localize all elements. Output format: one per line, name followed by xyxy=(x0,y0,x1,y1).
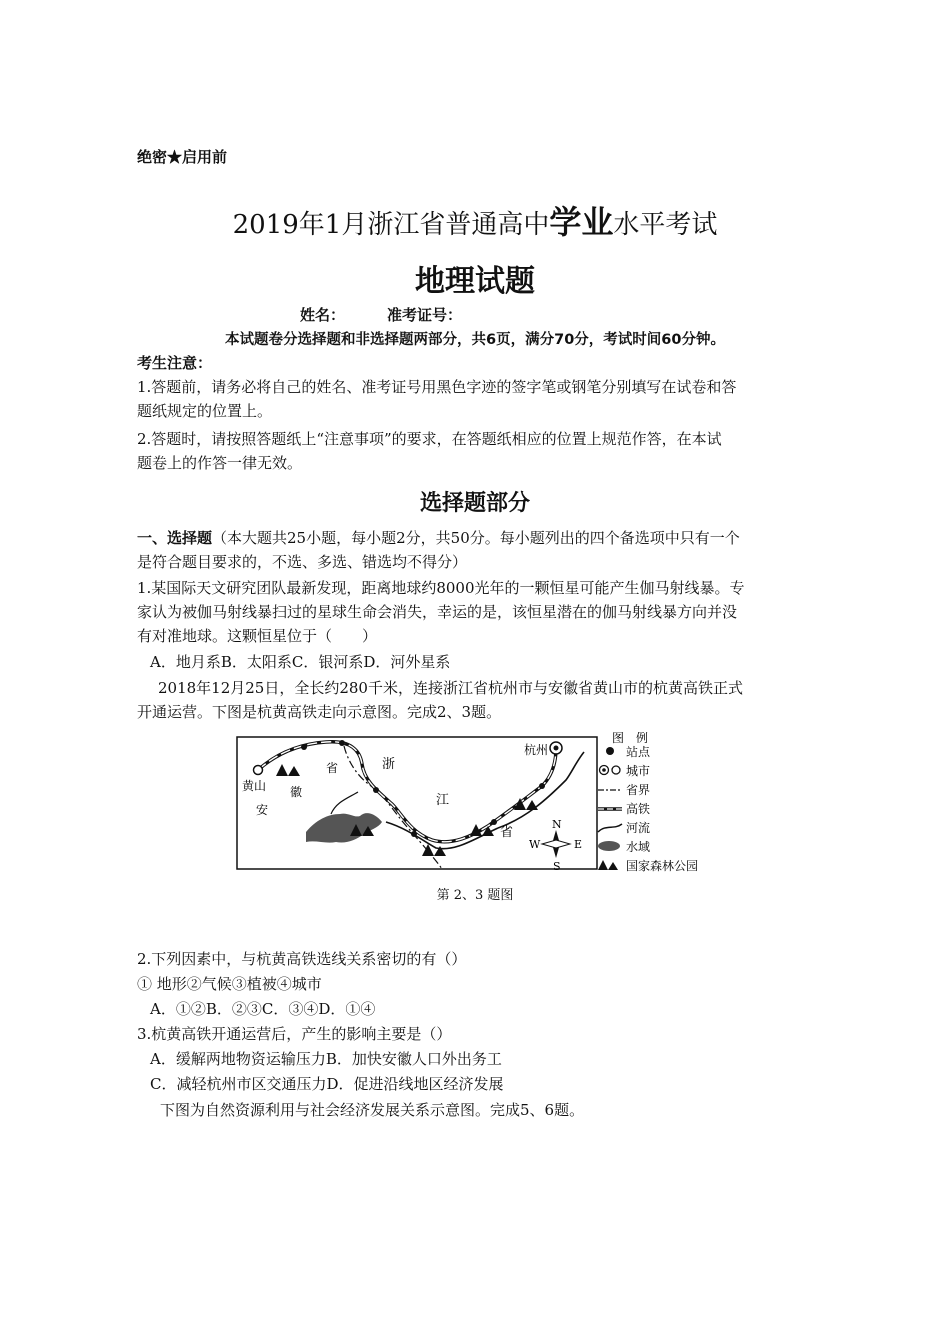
label-hangzhou: 杭州 xyxy=(524,743,549,757)
label-jiang: 江 xyxy=(436,793,450,808)
exam-title xyxy=(0,197,950,243)
compass-south: S xyxy=(553,860,561,873)
station-dot xyxy=(491,819,497,825)
legend-railway: 高铁 xyxy=(626,802,651,816)
subject-title: 地理试题 xyxy=(415,264,535,299)
paper-info: 本试题卷分选择题和非选择题两部分，共6页，满分70分，考试时间60分钟。 xyxy=(225,332,725,348)
compass-west: W xyxy=(529,838,541,851)
legend-station-icon xyxy=(606,747,614,755)
station-dot xyxy=(411,831,417,837)
legend-forest: 国家森林公园 xyxy=(626,859,699,873)
passage2-line-1: 下图为自然资源利用与社会经济发展关系示意图。完成5、6题。 xyxy=(160,1101,585,1119)
label-zhe: 浙 xyxy=(382,757,396,772)
notice-line-2: 题纸规定的位置上。 xyxy=(137,402,273,420)
legend-forest-icon xyxy=(598,860,618,870)
compass-east: E xyxy=(574,838,583,851)
label-sheng-right: 省 xyxy=(500,825,514,840)
city-hangzhou-core xyxy=(554,746,559,751)
confidential-label: 绝密★启用前 xyxy=(137,148,228,166)
legend-city-icon-dot xyxy=(602,768,606,772)
q2-options: A．①②B．②③C．③④D．①④ xyxy=(150,1000,376,1018)
station-dot xyxy=(301,744,307,750)
legend-city: 城市 xyxy=(626,764,651,778)
notice-heading: 考生注意： xyxy=(137,354,213,372)
notice-line-1: 1.答题前，请务必将自己的姓名、准考证号用黑色字迹的签字笔或钢笔分别填写在试卷和答 xyxy=(137,378,737,396)
passage1-line-2: 开通运营。下图是杭黄高铁走向示意图。完成2、3题。 xyxy=(137,703,502,721)
label-an: 安 xyxy=(256,803,269,817)
notice-line-3: 2.答题时，请按照答题纸上“注意事项”的要求，在答题纸相应的位置上规范作答，在本试 xyxy=(137,430,722,448)
notice-line-4: 题卷上的作答一律无效。 xyxy=(137,454,303,472)
q2-stem: 2.下列因素中，与杭黄高铁选线关系密切的有（） xyxy=(137,950,467,968)
q2-factors: ① 地形②气候③植被④城市 xyxy=(137,975,322,993)
legend-river-icon xyxy=(598,824,622,832)
q1-line-2: 家认为被伽马射线暴扫过的星球生命会消失，幸运的是，该恒星潜在的伽马射线暴方向并没 xyxy=(137,603,738,621)
legend-city-icon-small xyxy=(612,766,620,774)
q1-options: A．地月系B．太阳系C．银河系D．河外星系 xyxy=(150,653,451,671)
candidate-info-line xyxy=(300,304,504,325)
q1-line-3: 有对准地球。这颗恒星位于（ ） xyxy=(137,627,378,645)
legend-boundary: 省界 xyxy=(626,783,651,797)
legend-water: 水域 xyxy=(626,840,651,854)
map-caption: 第 2、3 题图 xyxy=(436,888,514,903)
q3-options-cd: C．减轻杭州市区交通压力D．促进沿线地区经济发展 xyxy=(150,1075,504,1093)
legend-title: 图 例 xyxy=(612,732,649,745)
exam-title-part2: 学业 xyxy=(549,203,614,241)
label-hui: 徽 xyxy=(290,785,303,799)
exam-title-part3: 水平考试 xyxy=(613,210,718,240)
section-intro-rest: （本大题共25小题，每小题2分，共50分。每小题列出的四个备选项中只有一个 xyxy=(212,529,740,547)
label-sheng-left: 省 xyxy=(326,761,339,775)
legend-water-icon xyxy=(598,841,620,851)
city-huangshan-marker xyxy=(254,766,263,775)
station-dot xyxy=(539,783,545,789)
label-huangshan: 黄山 xyxy=(242,779,267,793)
section-title: 选择题部分 xyxy=(419,491,530,516)
name-label: 姓名： xyxy=(300,306,346,324)
legend-station: 站点 xyxy=(626,745,651,759)
exam-id-label: 准考证号： xyxy=(387,306,463,324)
q1-line-1: 1.某国际天文研究团队最新发现，距离地球约8000光年的一颗恒星可能产生伽马射线暴。专 xyxy=(137,579,745,597)
legend-river: 河流 xyxy=(626,821,651,835)
station-dot xyxy=(373,787,379,793)
compass-north: N xyxy=(552,818,562,831)
exam-title-part1: 2019年1月浙江省普通高中 xyxy=(232,210,550,240)
q3-stem: 3.杭黄高铁开通运营后，产生的影响主要是（） xyxy=(137,1025,452,1043)
section-intro xyxy=(137,527,740,548)
q3-options-ab: A．缓解两地物资运输压力B．加快安徽人口外出务工 xyxy=(150,1050,502,1068)
railway-map-figure xyxy=(236,732,716,878)
passage1-line-1: 2018年12月25日，全长约280千米，连接浙江省杭州市与安徽省黄山市的杭黄高铁正式 xyxy=(158,679,743,697)
section-intro-bold: 一、选择题 xyxy=(137,529,213,547)
section-intro-line-2: 是符合题目要求的，不选、多选、错选均不得分） xyxy=(137,553,468,571)
station-dot xyxy=(339,740,345,746)
